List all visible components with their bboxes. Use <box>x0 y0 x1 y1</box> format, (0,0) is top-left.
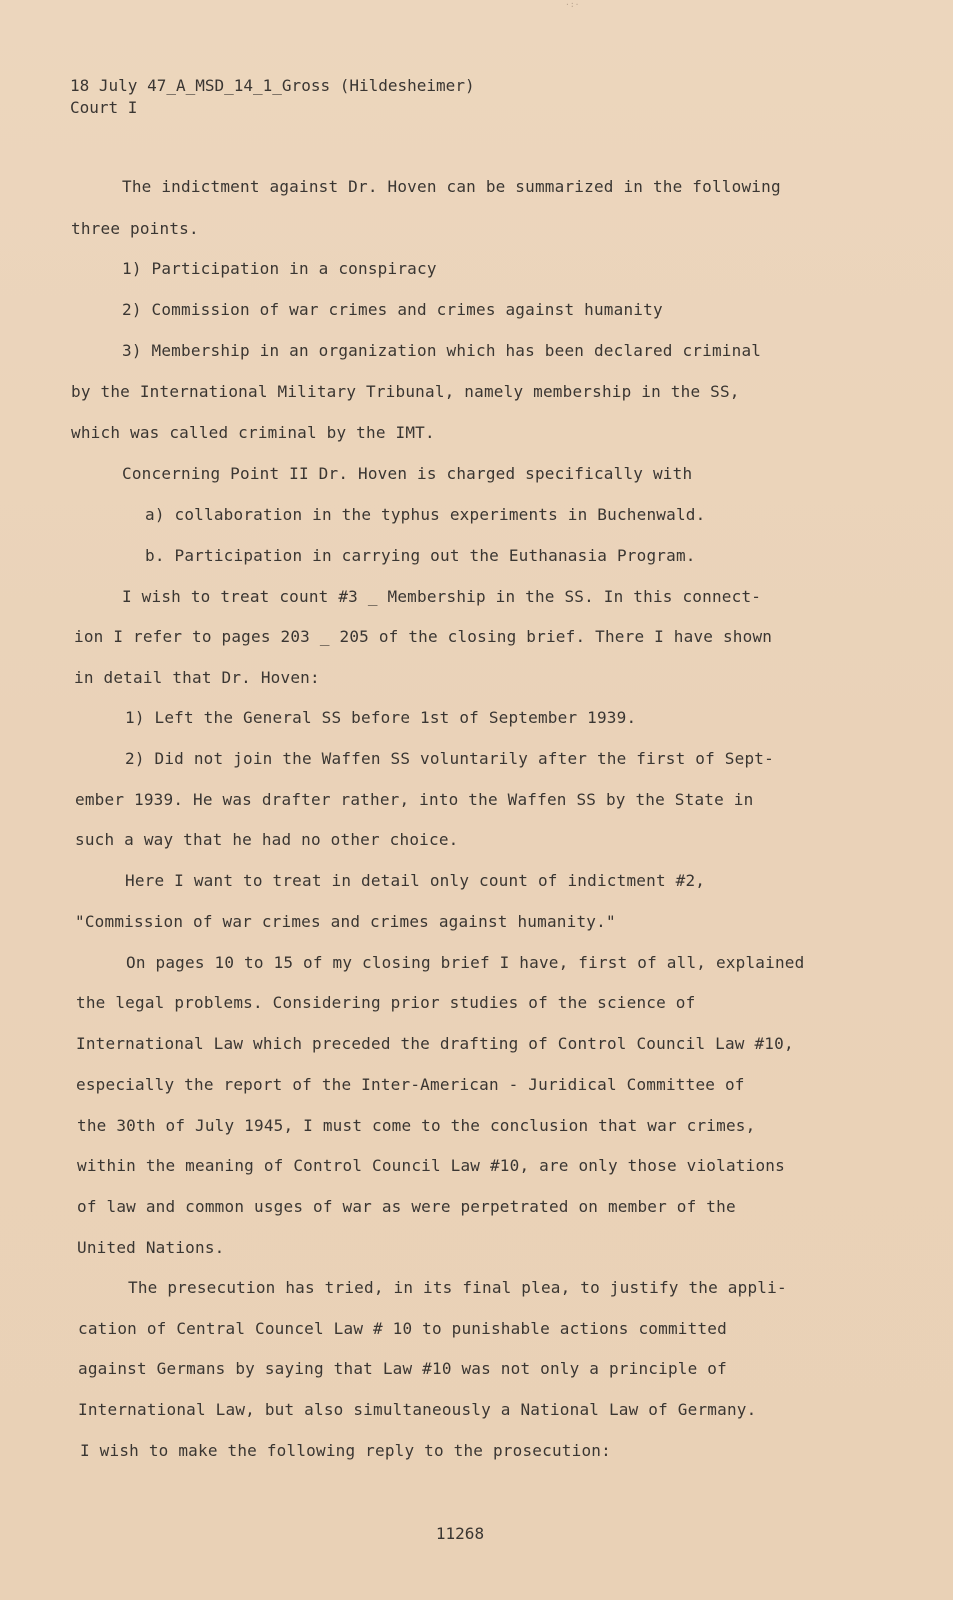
list-item: 2) Commission of war crimes and crimes against humanity <box>122 300 663 319</box>
text-line: the 30th of July 1945, I must come to the conclusion that war crimes, <box>77 1116 756 1135</box>
text-line: Here I want to treat in detail only count of indictment #2, <box>125 871 706 890</box>
text-line: Concerning Point II Dr. Hoven is charged specifically with <box>122 464 693 483</box>
text-line: against Germans by saying that Law #10 was not only a principle of <box>78 1359 727 1378</box>
text-line: ion I refer to pages 203 _ 205 of the closing brief. There I have shown <box>74 627 773 646</box>
list-item: 1) Participation in a conspiracy <box>122 259 437 278</box>
text-line: The indictment against Dr. Hoven can be summarized in the following <box>122 177 781 196</box>
text-line: three points. <box>71 219 199 238</box>
text-line: "Commission of war crimes and crimes against humanity." <box>75 912 616 931</box>
text-line: which was called criminal by the IMT. <box>71 423 435 442</box>
text-line: International Law, but also simultaneously a National Law of Germany. <box>78 1400 757 1419</box>
header-reference-line: 18 July 47_A_MSD_14_1_Gross (Hildesheimer) <box>70 76 475 95</box>
text-line: The presecution has tried, in its final plea, to justify the appli- <box>128 1278 787 1297</box>
text-line: cation of Central Councel Law # 10 to punishable actions committed <box>78 1319 727 1338</box>
text-line: I wish to make the following reply to the prosecution: <box>80 1441 611 1460</box>
text-line: such a way that he had no other choice. <box>75 830 459 849</box>
text-line: United Nations. <box>77 1238 225 1257</box>
list-item: 3) Membership in an organization which has been declared criminal <box>122 341 762 360</box>
text-line: I wish to treat count #3 _ Membership in the SS. In this connect- <box>122 587 762 606</box>
header-court-line: Court I <box>70 98 138 117</box>
list-item: 1) Left the General SS before 1st of September 1939. <box>125 708 637 727</box>
text-line: in detail that Dr. Hoven: <box>74 668 320 687</box>
text-line: ember 1939. He was drafter rather, into the Waffen SS by the State in <box>75 790 754 809</box>
page-number: 11268 <box>435 1524 485 1543</box>
text-line: by the International Military Tribunal, namely membership in the SS, <box>71 382 740 401</box>
list-item: a) collaboration in the typhus experiments in Buchenwald. <box>145 505 706 524</box>
list-item: 2) Did not join the Waffen SS voluntarily after the first of Sept- <box>125 749 774 768</box>
scan-mark: ·:· <box>565 0 580 9</box>
text-line: especially the report of the Inter-American - Juridical Committee of <box>76 1075 745 1094</box>
text-line: within the meaning of Control Council Law #10, are only those violations <box>77 1156 785 1175</box>
text-line: of law and common usges of war as were perpetrated on member of the <box>77 1197 736 1216</box>
text-line: International Law which preceded the drafting of Control Council Law #10, <box>76 1034 794 1053</box>
list-item: b. Participation in carrying out the Euthanasia Program. <box>145 546 696 565</box>
text-line: On pages 10 to 15 of my closing brief I have, first of all, explained <box>126 953 805 972</box>
text-line: the legal problems. Considering prior studies of the science of <box>76 993 696 1012</box>
